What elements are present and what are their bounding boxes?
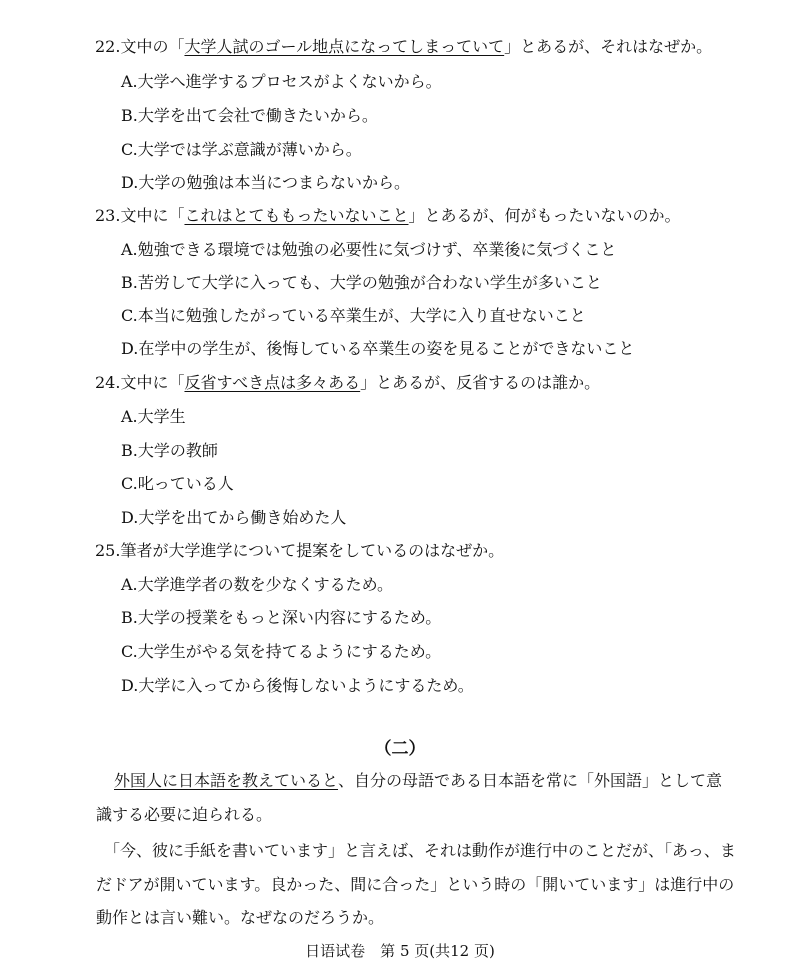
question-number: 23. (95, 206, 121, 225)
option-23-a[interactable]: A.勉強できる環境では勉強の必要性に気づけず、卒業後に気づくこと (121, 240, 617, 259)
paragraph-2-line-2: だドアが開いています。良かった、間に合った」という時の「開いています」は進行中の (96, 875, 735, 894)
option-25-a[interactable]: A.大学進学者の数を少なくするため。 (121, 575, 394, 594)
option-22-b[interactable]: B.大学を出て会社で働きたいから。 (121, 106, 378, 125)
question-number: 25. (95, 541, 121, 560)
section-title: （二） (374, 739, 426, 759)
question-24 (95, 372, 600, 394)
paragraph-1-line-2: 識する必要に迫られる。 (96, 805, 273, 824)
paragraph-1-line-1 (114, 770, 722, 792)
option-23-c[interactable]: C.本当に勉強したがっている卒業生が、大学に入り直せないこと (121, 306, 586, 325)
question-25 (95, 540, 504, 562)
option-25-d[interactable]: D.大学に入ってから後悔しないようにするため。 (121, 676, 474, 695)
option-22-c[interactable]: C.大学では学ぶ意識が薄いから。 (121, 140, 362, 159)
option-22-d[interactable]: D.大学の勉強は本当につまらないから。 (121, 173, 411, 192)
question-23 (95, 205, 681, 227)
question-text-pre: 文中に「 (120, 373, 185, 392)
question-text-pre: 文中に「 (120, 206, 185, 225)
option-23-b[interactable]: B.苦労して大学に入っても、大学の勉強が合わない学生が多いこと (121, 273, 602, 292)
question-text: 筆者が大学進学について提案をしているのはなぜか。 (120, 541, 505, 560)
option-24-c[interactable]: C.叱っている人 (121, 474, 234, 493)
question-text-pre: 文中の「 (120, 37, 185, 56)
paragraph-2-line-3: 動作とは言い難い。なぜなのだろうか。 (96, 908, 385, 927)
question-number: 22. (95, 37, 121, 56)
question-text-post: 」とあるが、それはなぜか。 (504, 37, 713, 56)
underlined-phrase: 外国人に日本語を教えていると (114, 771, 339, 790)
question-text-post: 」とあるが、何がもったいないのか。 (408, 206, 681, 225)
option-22-a[interactable]: A.大学へ進学するプロセスがよくないから。 (121, 72, 442, 91)
question-22 (95, 36, 712, 58)
quoted-phrase: 反省すべき点は多々ある (184, 373, 361, 392)
quoted-phrase: 大学人試のゴール地点になってしまっていて (184, 37, 505, 56)
page-footer: 日语试卷 第 5 页(共12 页) (305, 942, 495, 960)
paragraph-text: 、自分の母語である日本語を常に「外国語」として意 (338, 771, 723, 790)
option-25-b[interactable]: B.大学の授業をもっと深い内容にするため。 (121, 608, 442, 627)
option-25-c[interactable]: C.大学生がやる気を持てるようにするため。 (121, 642, 442, 661)
option-23-d[interactable]: D.在学中の学生が、後悔している卒業生の姿を見ることができないこと (121, 339, 635, 358)
question-number: 24. (95, 373, 121, 392)
option-24-a[interactable]: A.大学生 (121, 407, 186, 426)
paragraph-2-line-1: 「今、彼に手紙を書いています」と言えば、それは動作が進行中のことだが、「あっ、ま (104, 841, 736, 860)
option-24-d[interactable]: D.大学を出てから働き始めた人 (121, 508, 347, 527)
option-24-b[interactable]: B.大学の教師 (121, 441, 218, 460)
question-text-post: 」とあるが、反省するのは誰か。 (360, 373, 601, 392)
quoted-phrase: これはとてももったいないこと (184, 206, 409, 225)
